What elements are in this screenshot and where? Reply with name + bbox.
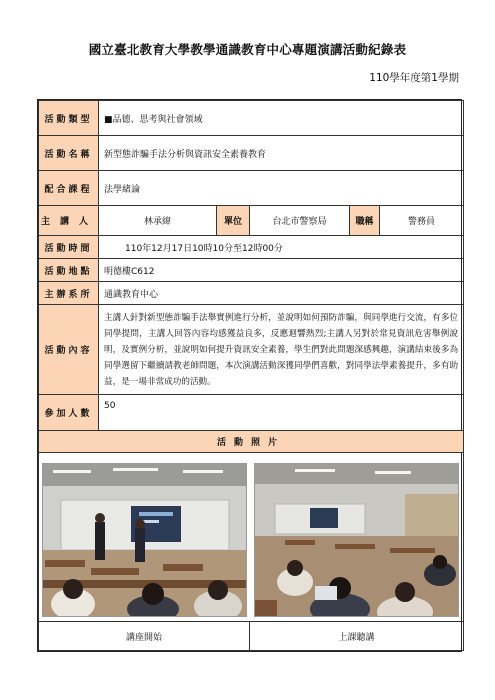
row-photo-header <box>39 431 464 453</box>
category-label: 活動類型 <box>39 101 99 136</box>
row-photos <box>39 453 464 622</box>
content-label: 活動內容 <box>39 305 99 395</box>
left-photo-caption: 講座開始 <box>39 622 250 651</box>
speaker-value: 林承緯 <box>99 206 217 236</box>
course-value: 法學緒論 <box>99 171 464 206</box>
attendance-label: 參加人數 <box>39 395 99 431</box>
row-attendance <box>39 395 464 431</box>
academic-term: 110學年度第1學期 <box>369 72 459 84</box>
name-label: 活動名稱 <box>39 136 99 171</box>
name-value: 新型態詐騙手法分析與資訊安全素養教育 <box>99 136 464 171</box>
photos-container <box>39 453 464 622</box>
row-place <box>39 259 464 282</box>
form-title: 國立臺北教育大學教學通識教育中心專題演講活動紀錄表 <box>88 42 407 57</box>
place-value: 明德樓C612 <box>99 259 464 282</box>
row-course <box>39 171 464 206</box>
unit-value: 台北市警察局 <box>250 206 350 236</box>
row-name <box>39 136 464 171</box>
row-time <box>39 236 464 259</box>
place-label: 活動地點 <box>39 259 99 282</box>
time-value: 110年12月17日10時10分至12時00分 <box>99 236 464 259</box>
students-listening-photo <box>254 463 459 617</box>
right-photo-caption: 上課聽講 <box>250 622 464 651</box>
content-value: 主講人針對新型態詐騙手法舉實例進行分析，並說明如何預防詐騙，與同學進行交流，有多位同學提問，主講人回答內容均感獲益良多，反應迴響熱烈;主講人另對於常見資訊危害舉例說明，及實例分析，並說明如何提升資訊安全素養，學生們對此問題深感興趣，演講結束後多為同學選留下繼續請教老師問題，本次演講活動深獲同學們喜歡，對同學法學素養提升，多有助益，是一場非常成功的活動。 <box>99 305 464 395</box>
course-label: 配合課程 <box>39 171 99 206</box>
attendance-value: 50 <box>99 395 464 431</box>
category-value: ■品德、思考與社會領域 <box>99 101 464 136</box>
organizer-value: 通識教育中心 <box>99 282 464 305</box>
time-label: 活動時間 <box>39 236 99 259</box>
unit-label: 單位 <box>217 206 250 236</box>
lecture-start-photo <box>42 463 247 617</box>
record-table <box>38 100 464 651</box>
row-category <box>39 101 464 136</box>
organizer-label: 主辦系所 <box>39 282 99 305</box>
position-label: 職稱 <box>350 206 380 236</box>
row-content <box>39 305 464 395</box>
row-speaker <box>39 206 464 236</box>
row-organizer <box>39 282 464 305</box>
speaker-label: 主講人 <box>39 206 99 236</box>
position-value: 警務員 <box>380 206 464 236</box>
activity-record-form <box>37 99 462 652</box>
photo-section-label: 活動照片 <box>39 431 464 453</box>
row-captions <box>39 622 464 651</box>
